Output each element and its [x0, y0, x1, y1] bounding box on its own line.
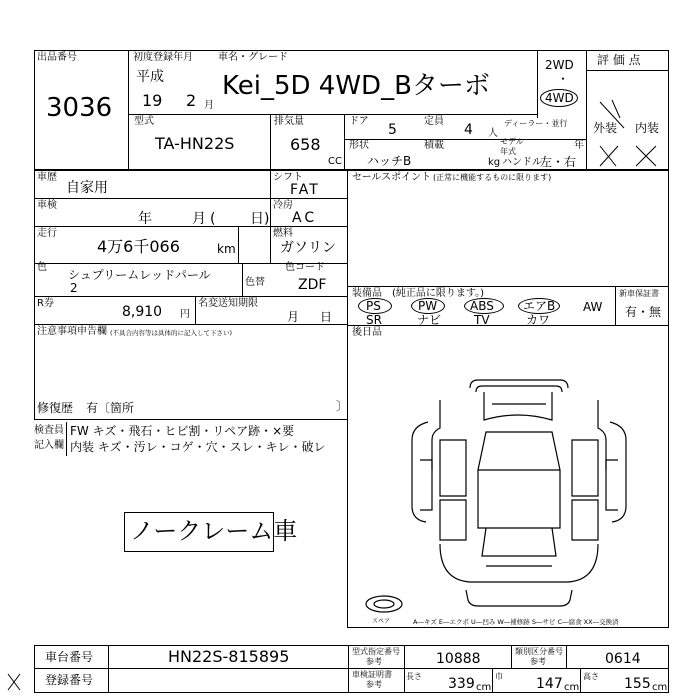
equip-tv: TV [474, 313, 490, 327]
divider [580, 668, 581, 693]
category: 0614 [605, 651, 641, 667]
shaken-label: 車検 [37, 200, 57, 211]
fuel-label: 燃料 [273, 228, 293, 239]
shaken-year: 年 [138, 211, 152, 227]
notes-label: 注意事項申告欄 [37, 326, 107, 337]
type-designation-ref: 参考 [366, 657, 382, 666]
shift: FAT [290, 182, 320, 198]
usage-label: 車歴 [37, 172, 57, 183]
lot-label: 出品番号 [37, 52, 77, 63]
equip-ps: PS [366, 299, 381, 313]
color-code-label: 色コード [285, 262, 325, 273]
era: 平成 [136, 69, 164, 85]
equipment-sub: (純正品に限ります。) [392, 288, 485, 299]
model-year-label: モデル年式 [500, 137, 524, 156]
chassis-label: 車台番号 [45, 650, 94, 664]
exterior-label: 外装 [593, 121, 618, 135]
fuel: ガソリン [280, 240, 336, 256]
equip-sr: SR [366, 313, 382, 327]
length-label: 長さ [406, 672, 422, 681]
equip-navi: ナビ [417, 313, 442, 327]
capacity-label: 定員 [424, 116, 444, 127]
length-unit: cm [476, 682, 492, 693]
sales-sub: (正常に機能するものに限ります) [433, 173, 552, 182]
inspection-label-2: 記入欄 [34, 440, 64, 451]
door-label: ドア [349, 116, 369, 127]
width-label: 巾 [495, 672, 503, 681]
person-unit: 人 [488, 128, 498, 139]
first-reg-label: 初度登録年月 [133, 52, 193, 63]
car-name: Kei_5D 4WD_Bターボ [222, 71, 490, 101]
cc-unit: CC [328, 156, 342, 167]
color-change-label: 色替 [245, 277, 265, 288]
rear-seat-label: 後日品 [352, 327, 382, 338]
interior-label: 内装 [635, 121, 660, 135]
kg-unit: kg [488, 157, 501, 168]
equip-leather: カワ [526, 313, 551, 327]
warranty: 有・無 [625, 305, 662, 319]
shaken-month: 月 [192, 211, 206, 227]
usage: 自家用 [66, 180, 108, 196]
month-unit: 月 [204, 100, 214, 111]
cert-label: 車検証明書 [352, 670, 392, 679]
repair-close: 〕 [336, 399, 349, 413]
aircon: AC [292, 210, 318, 226]
shaken-paren: ( [210, 211, 216, 227]
type-designation-label: 型式指定番号 [352, 647, 400, 656]
divider [348, 668, 669, 669]
reg-year: 19 [142, 91, 163, 110]
doors: 5 [388, 122, 397, 138]
height-label: 高さ [583, 672, 599, 681]
dealer-label: ディーラー・並行 [504, 119, 568, 128]
divider [492, 668, 493, 693]
color-label: 色 [37, 262, 47, 273]
diagram-legend: A―キズ E―エクボ U―凹み W―補修跡 S―サビ C―腐食 XX―交換済 [413, 618, 619, 626]
divider [566, 645, 567, 668]
divider [404, 645, 405, 693]
equip-pw: PW [418, 299, 438, 313]
capacity: 4 [464, 122, 473, 138]
equip-aw: AW [583, 300, 603, 314]
color-num: 2 [70, 281, 78, 295]
equip-airbag: エアB [523, 299, 556, 313]
type-designation: 10888 [436, 651, 481, 667]
chassis-number: HN22S-815895 [168, 647, 290, 666]
deadline-month: 月 [287, 310, 300, 324]
load-label: 積載 [424, 140, 444, 151]
displacement: 658 [290, 135, 321, 154]
height: 155 [624, 676, 651, 692]
no-claim-text: ノークレーム車 [130, 517, 298, 545]
mileage-label: 走行 [37, 228, 57, 239]
shape: ハッチB [367, 154, 412, 168]
color-code: ZDF [298, 277, 327, 293]
length: 339 [448, 676, 475, 692]
score-label: 評 価 点 [597, 53, 641, 67]
equip-abs: ABS [470, 299, 494, 313]
aircon-label: 冷房 [273, 200, 293, 211]
equipment-label: 装備品 [352, 288, 382, 299]
sales-label: セールスポイント [352, 172, 432, 183]
warranty-label: 新車保証書 [619, 289, 659, 298]
height-unit: cm [652, 682, 668, 693]
drive-dot: ・ [557, 72, 570, 86]
width-unit: cm [564, 682, 580, 693]
drive-4wd: 4WD [545, 91, 574, 105]
drive-2wd: 2WD [545, 58, 574, 72]
recycle-label: R券 [37, 298, 54, 309]
displacement-label: 排気量 [274, 116, 304, 127]
spare-label: スペア [372, 618, 391, 625]
cert-ref: 参考 [366, 680, 382, 689]
inspection-row-1: FW キズ・飛石・ヒビ割・リペア跡・×要 [70, 424, 295, 438]
width: 147 [536, 676, 563, 692]
repair-label: 修復歴 [37, 401, 74, 415]
reg-label: 登録番号 [45, 673, 94, 687]
inspection-row-2: 内装 キズ・汚レ・コゲ・穴・スレ・キレ・破レ [70, 440, 326, 454]
reg-month: 2 [186, 91, 197, 110]
category-ref: 参考 [530, 657, 546, 666]
notes-sub: (不具合内容等は具体的に記入して下さい) [110, 329, 233, 337]
category-label: 類別区分番号 [515, 647, 563, 656]
car-name-label: 車名・グレード [218, 52, 288, 63]
recycle: 8,910 [122, 304, 163, 320]
km-unit: km [217, 242, 236, 256]
lot-number: 3036 [46, 93, 113, 123]
shift-label: シフト [273, 172, 303, 183]
model-label: 型式 [134, 116, 154, 127]
divider [511, 645, 512, 668]
deadline-label: 名変送知期限 [198, 298, 258, 309]
handle-label: ハンドル [502, 157, 542, 168]
handle: 左・右 [540, 155, 577, 169]
yen-unit: 円 [180, 309, 190, 320]
year-unit: 年 [574, 140, 584, 151]
mileage: 4万6千066 [97, 237, 180, 256]
shape-label: 形状 [349, 140, 369, 151]
inspection-label-1: 検査員 [34, 425, 64, 436]
shaken-day: 日) [250, 211, 270, 227]
model: TA-HN22S [155, 134, 235, 153]
repair-value: 有〔箇所 [86, 401, 135, 415]
deadline-day: 日 [320, 310, 333, 324]
color: シュプリームレッドパール [68, 268, 211, 282]
